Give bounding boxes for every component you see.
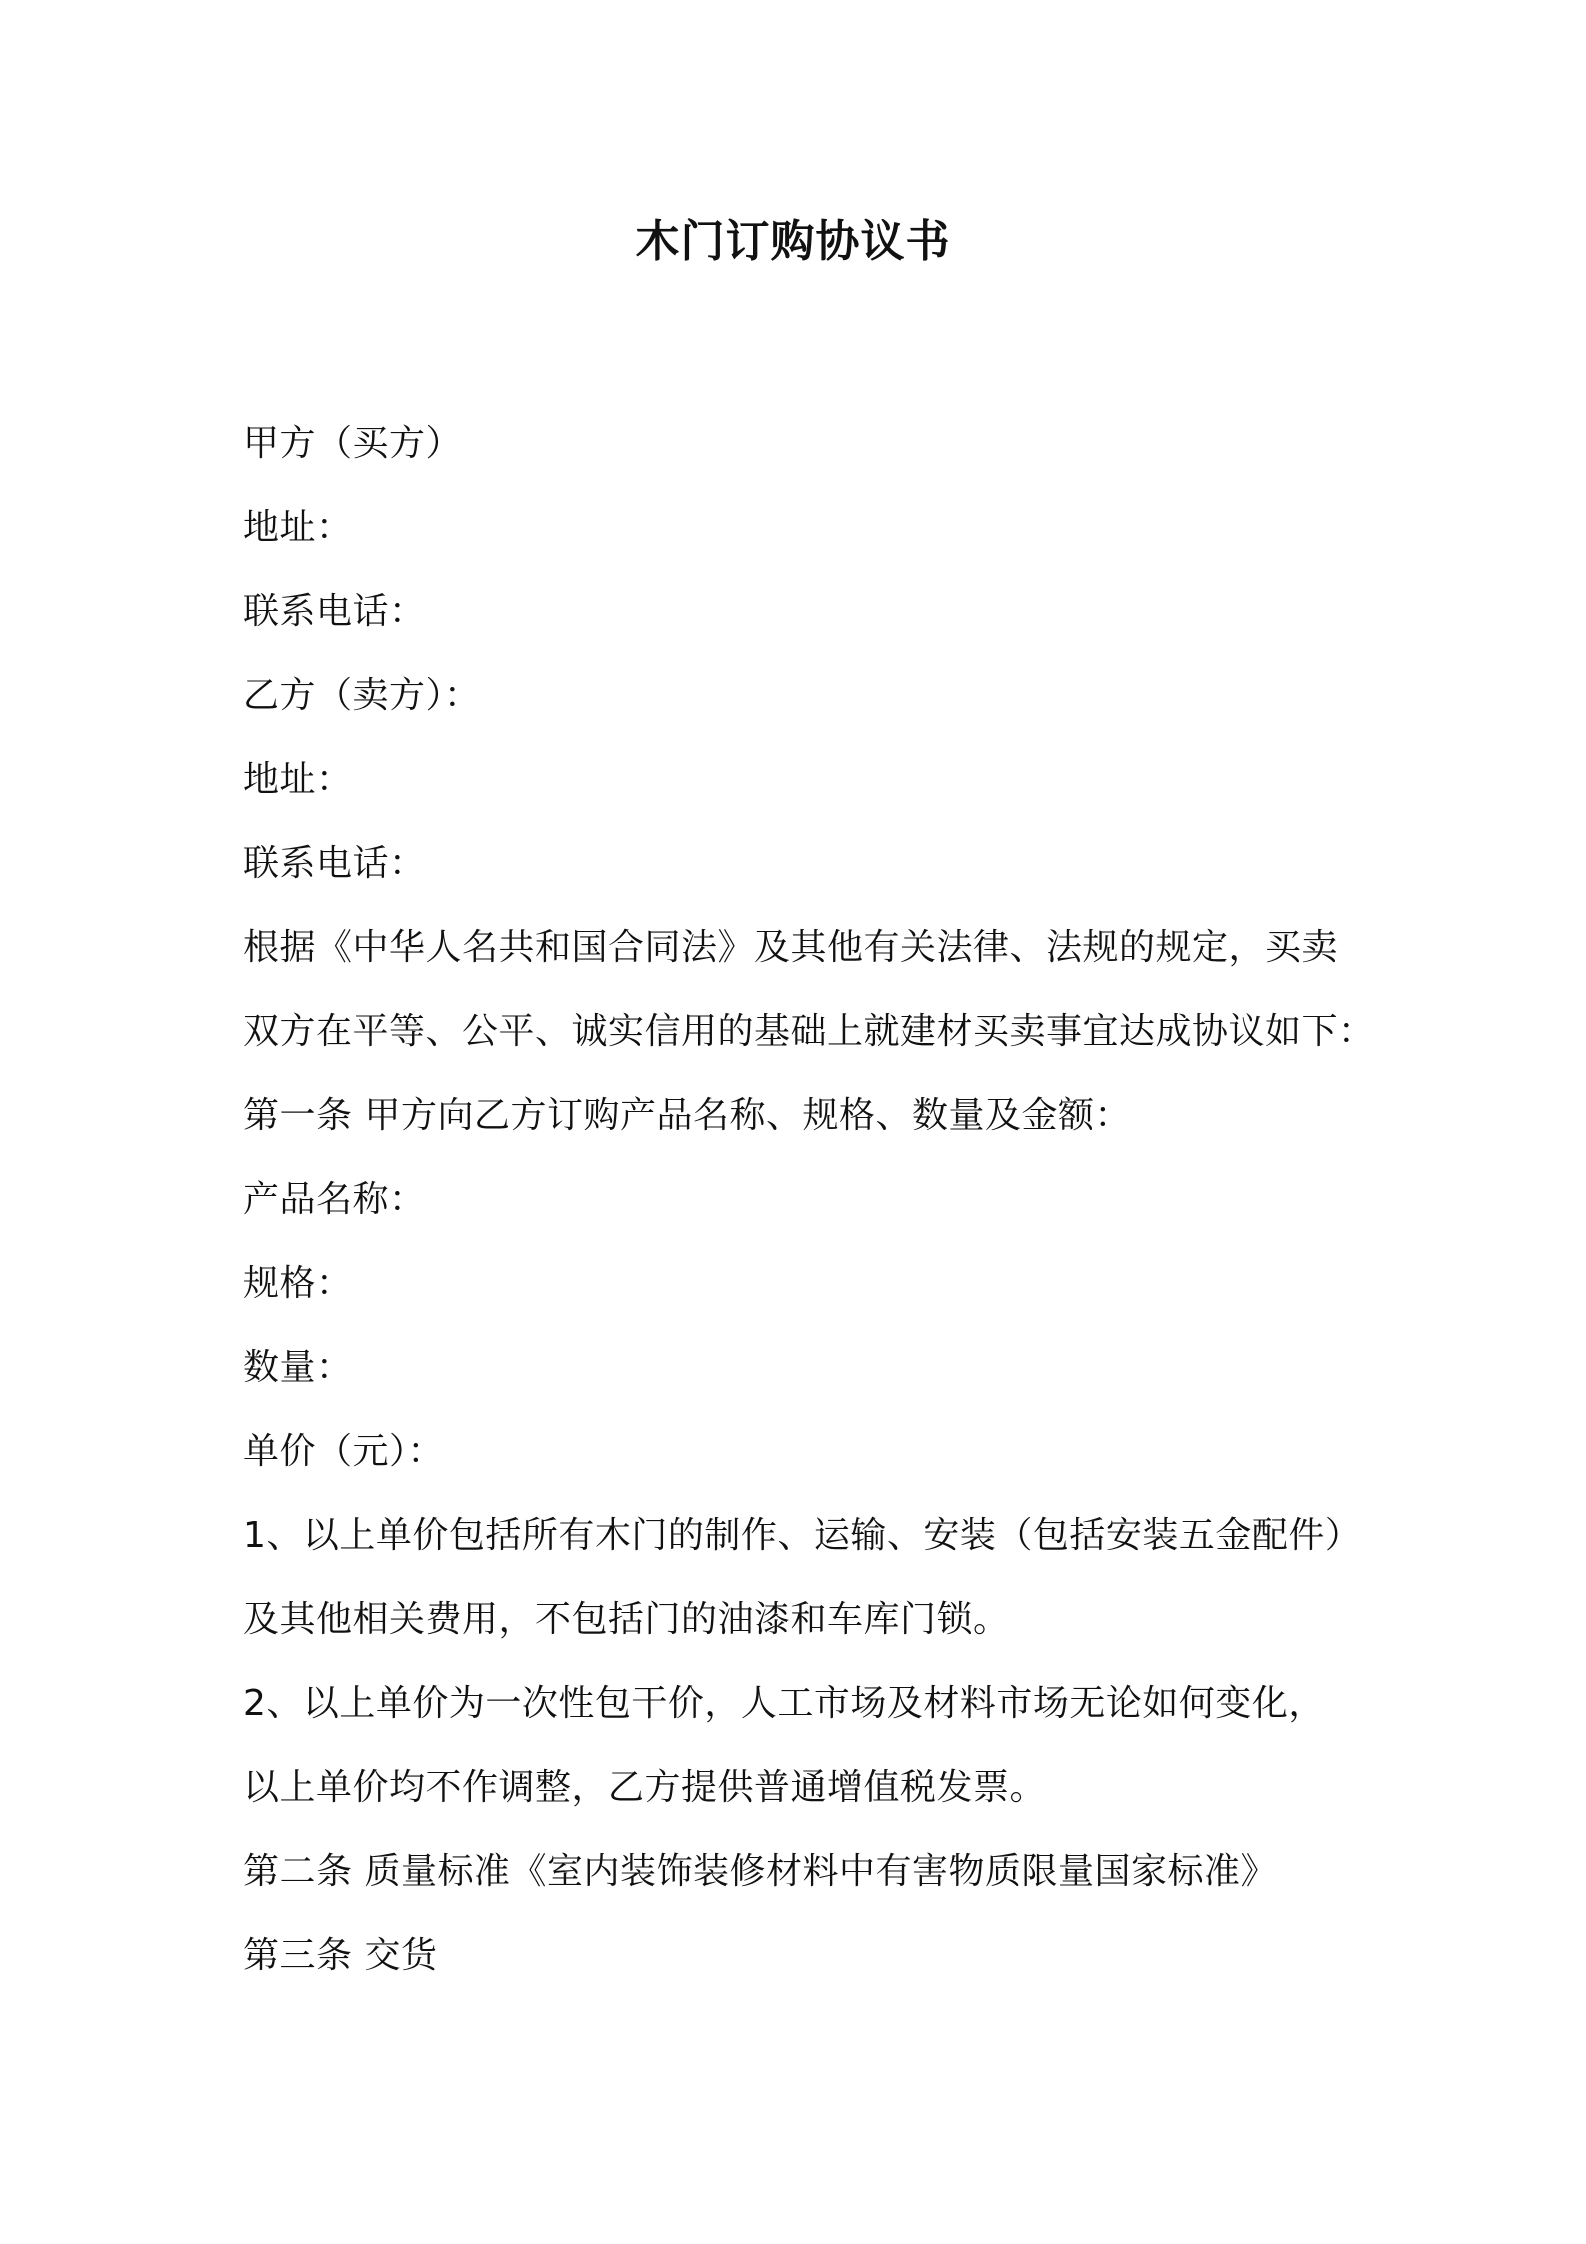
clause-1-line-2: 及其他相关费用，不包括门的油漆和车库门锁。: [243, 1599, 1010, 1640]
specification-field: 规格：: [243, 1263, 353, 1304]
article-3-heading: 第三条 交货: [243, 1935, 438, 1976]
article-2-heading: 第二条 质量标准《室内装饰装修材料中有害物质限量国家标准》: [243, 1851, 1277, 1892]
preamble-line-1: 根据《中华人名共和国合同法》及其他有关法律、法规的规定，买卖: [243, 927, 1339, 968]
unit-price-field: 单价（元）：: [243, 1431, 445, 1472]
party-b-address: 地址：: [243, 759, 353, 800]
clause-2-line-1: 2、以上单价为一次性包干价，人工市场及材料市场无论如何变化，: [243, 1683, 1325, 1724]
quantity-field: 数量：: [243, 1347, 353, 1388]
clause-1-line-1: 1、以上单价包括所有木门的制作、运输、安装（包括安装五金配件）: [243, 1515, 1362, 1556]
party-a-phone: 联系电话：: [243, 591, 426, 632]
document-body: [243, 402, 1403, 1998]
preamble-line-2: 双方在平等、公平、诚实信用的基础上就建材买卖事宜达成协议如下：: [243, 1011, 1375, 1052]
party-b-phone: 联系电话：: [243, 843, 426, 884]
product-name-field: 产品名称：: [243, 1179, 426, 1220]
article-1-heading: 第一条 甲方向乙方订购产品名称、规格、数量及金额：: [243, 1095, 1131, 1136]
party-a-address: 地址：: [243, 507, 353, 548]
document-title: 木门订购协议书: [635, 216, 951, 267]
party-a-label: 甲方（买方）: [243, 423, 463, 464]
clause-2-line-2: 以上单价均不作调整，乙方提供普通增值税发票。: [243, 1767, 1047, 1808]
party-b-label: 乙方（卖方）：: [243, 675, 481, 716]
